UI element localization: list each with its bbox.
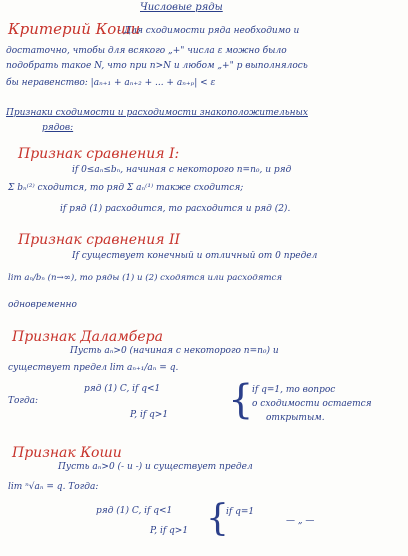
dalembert-brace: { <box>228 377 254 423</box>
comparison2-heading: Признак сравнения II <box>18 232 181 248</box>
dalembert-then-label: Тогда: <box>8 396 39 406</box>
cauchy-sign-note2: — „ — <box>286 516 315 526</box>
comparison1-heading: Признак сравнения I: <box>18 146 180 162</box>
page-title: Числовые ряды <box>140 2 223 13</box>
cauchy-sign-note1: if q=1 <box>226 507 255 517</box>
cauchy-sign-line1: Пусть aₙ>0 (- и -) и существует предел <box>58 462 253 472</box>
dalembert-note2: о сходимости остается <box>252 399 372 409</box>
comparison1-line1: if 0≤aₙ≤bₙ, начиная с некоторого n=n₀, и ряд <box>72 165 292 175</box>
dalembert-line1: Пусть aₙ>0 (начиная с некоторого n=n₀) и <box>70 346 279 356</box>
cauchy-sign-brace: { <box>206 498 229 539</box>
cauchy-criterion-heading: Критерий Коши <box>8 20 141 38</box>
dalembert-line2: существует предел lim aₙ₊₁/aₙ = q. <box>8 363 179 373</box>
dalembert-note3: открытым. <box>266 413 325 423</box>
cauchy-sign-line2: lim ⁿ√aₙ = q. Тогда: <box>8 482 99 492</box>
cauchy-criterion-line4: бы неравенство: |aₙ₊₁ + aₙ₊₂ + ... + aₙ₊ₚ| < ε <box>6 78 216 88</box>
cauchy-criterion-line2: достаточно, чтобы для всякого „+" числа ε можно было <box>6 46 287 56</box>
cauchy-criterion-line3: подобрать такое N, что при n>N и любом „+" p выполнялось <box>6 61 308 71</box>
dalembert-heading: Признак Даламбера <box>12 329 163 345</box>
comparison2-line1: If существует конечный и отличный от 0 предел <box>72 251 318 261</box>
cauchy-sign-case2: P, if q>1 <box>150 526 189 536</box>
comparison1-line3: if ряд (1) расходится, то расходится и ряд (2). <box>60 204 291 214</box>
comparison2-line2: lim aₙ/bₙ (n→∞), то ряды (1) и (2) сходятся или расходятся <box>8 273 283 283</box>
comparison1-line2: Σ bₙ⁽²⁾ сходится, то ряд Σ aₙ⁽¹⁾ также сходится; <box>8 183 244 193</box>
signs-title-line1: Признаки сходимости и расходимости знакоположительных <box>6 108 308 118</box>
comparison2-line3: одновременно <box>8 300 77 310</box>
cauchy-sign-heading: Признак Коши <box>12 445 122 461</box>
cauchy-criterion-line1: - Для сходимости ряда необходимо и <box>118 26 300 36</box>
dalembert-note1: if q=1, то вопрос <box>252 385 336 395</box>
dalembert-case2: P, if q>1 <box>130 410 169 420</box>
dalembert-case1: ряд (1) C, if q<1 <box>84 384 161 394</box>
cauchy-sign-case1: ряд (1) C, if q<1 <box>96 506 173 516</box>
signs-title-line2: рядов: <box>42 123 74 133</box>
